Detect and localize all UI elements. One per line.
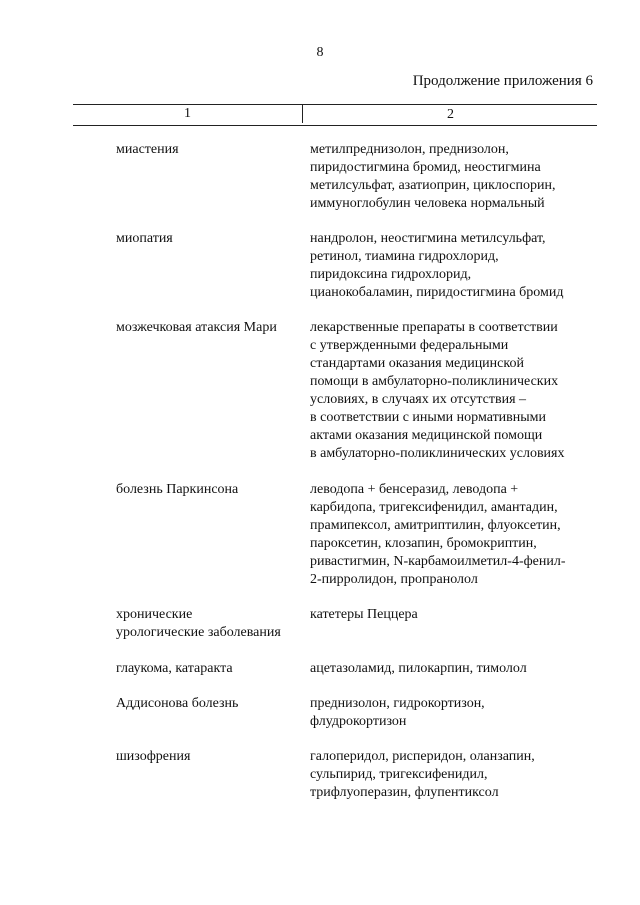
disease-cell: миастения — [116, 142, 179, 157]
drugs-cell: метилпреднизолон, преднизолон, пиридостигмина бромид, неостигмина метилсульфат, азатиоприн, циклоспорин, иммуноглобулин человека нормальный — [310, 142, 556, 211]
disease-cell: миопатия — [116, 231, 173, 246]
disease-cell: Аддисонова болезнь — [116, 696, 239, 711]
table-row — [0, 660, 640, 678]
continuation-title: Продолжение приложения 6 — [412, 73, 593, 89]
table-row — [0, 141, 640, 213]
drugs-cell: нандролон, неостигмина метилсульфат, ретинол, тиамина гидрохлорид, пиридоксина гидрохлорид, цианокобаламин, пиридостигмина бромид — [310, 231, 564, 300]
table-row — [0, 748, 640, 802]
disease-cell: хронические урологические заболевания — [116, 607, 281, 640]
header-col-1: 1 — [184, 106, 191, 121]
table-row — [0, 606, 640, 642]
disease-cell: мозжечковая атаксия Мари — [116, 320, 277, 335]
disease-cell: шизофрения — [116, 749, 191, 764]
disease-cell: болезнь Паркинсона — [116, 482, 239, 497]
table-row — [0, 319, 640, 463]
page-number: 8 — [316, 45, 324, 60]
table-body — [0, 141, 640, 802]
drugs-cell: леводопа + бенсеразид, леводопа + карбидопа, тригексифенидил, амантадин, прамипексол, амитриптилин, флуоксетин, пароксетин, клозапин, бромокриптин, ривастигмин, N-карбамоилметил-4-фенил- 2-пирролидон, пропранолол — [310, 482, 566, 587]
header-col-2: 2 — [302, 105, 598, 123]
drugs-cell: преднизолон, гидрокортизон, флудрокортизон — [310, 696, 485, 729]
table-row — [0, 230, 640, 302]
table-row — [0, 695, 640, 731]
table-row — [0, 481, 640, 589]
drugs-cell: галоперидол, рисперидон, оланзапин, сульпирид, тригексифенидил, трифлуоперазин, флупентиксол — [310, 749, 535, 800]
drugs-cell: ацетазоламид, пилокарпин, тимолол — [310, 661, 527, 676]
drugs-cell: катетеры Пеццера — [310, 607, 418, 622]
drugs-cell: лекарственные препараты в соответствии с утвержденными федеральными стандартами оказания медицинской помощи в амбулаторно-поликлинических условиях, в случаях их отсутствия – в соответствии с иными нормативными актами оказания медицинской помощи в амбулаторно-поликлинических условиях — [310, 320, 565, 461]
disease-cell: глаукома, катаракта — [116, 661, 233, 676]
table-header — [73, 104, 597, 126]
